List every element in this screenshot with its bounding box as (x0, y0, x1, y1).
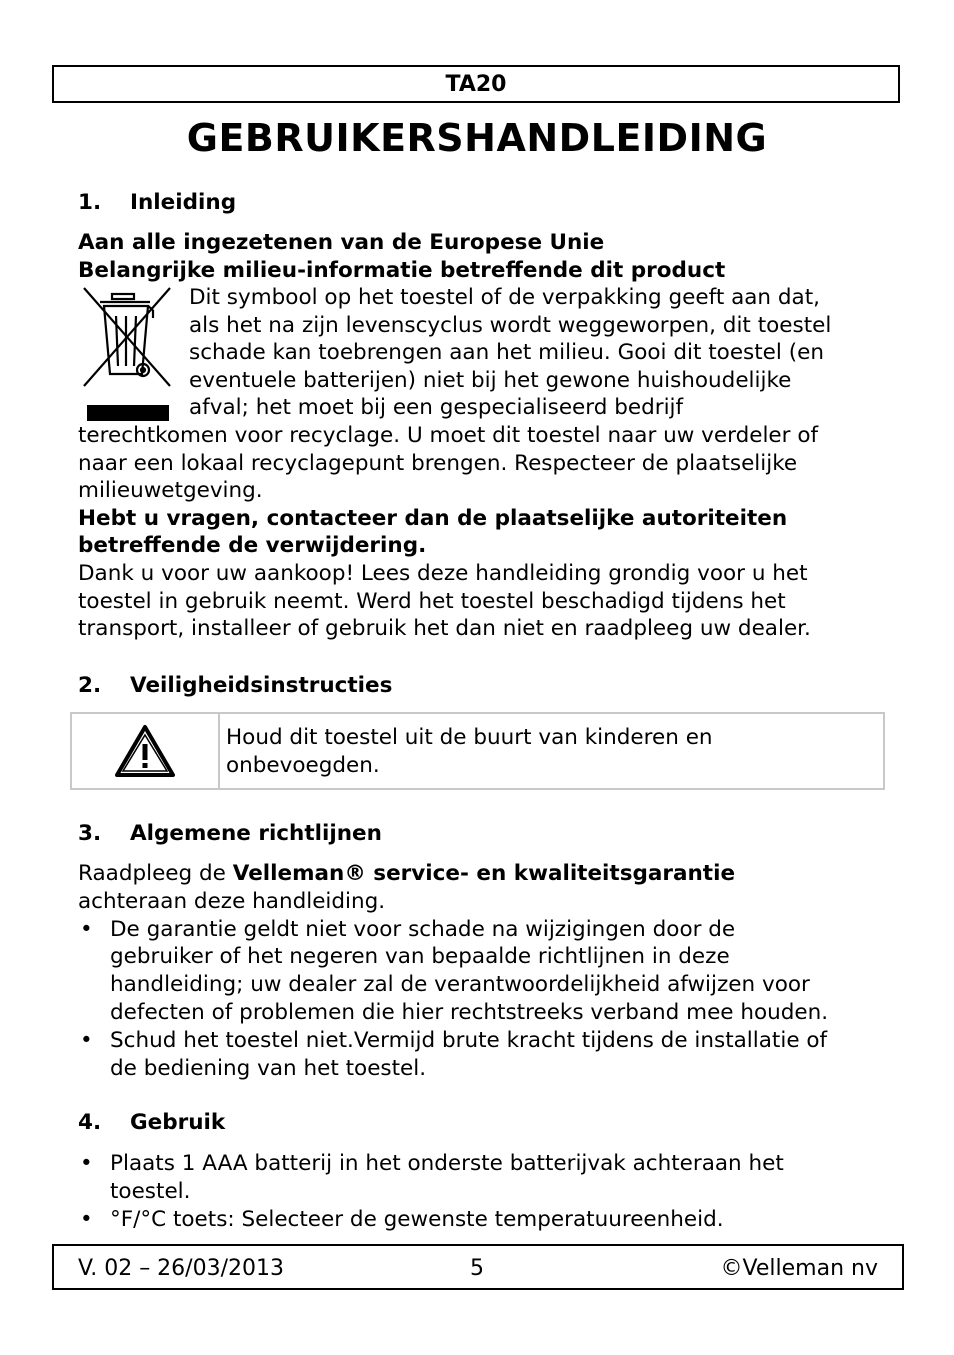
weee-line: schade kan toebrengen aan het milieu. Gooi dit toestel (en (189, 340, 824, 366)
section-title: Algemene richtlijnen (130, 821, 382, 846)
thanks-line: Dank u voor uw aankoop! Lees deze handleiding grondig voor u het (78, 560, 808, 586)
warranty-suffix: achteraan deze handleiding. (78, 888, 386, 914)
questions-line: Hebt u vragen, contacteer dan de plaatselijke autoriteiten (78, 505, 788, 531)
eu-residents-heading: Aan alle ingezetenen van de Europese Unie (78, 230, 605, 255)
weee-line: afval; het moet bij een gespecialiseerd bedrijf (189, 395, 684, 421)
model-label: TA20 (445, 71, 507, 97)
warning-triangle-icon (114, 724, 176, 778)
warranty-prefix: Raadpleeg de (78, 861, 233, 886)
version-date: V. 02 – 26/03/2013 (78, 1256, 284, 1281)
section-title: Gebruik (130, 1110, 226, 1135)
page-title: GEBRUIKERSHANDLEIDING (186, 116, 768, 160)
section-title: Inleiding (130, 190, 237, 215)
usage-bullet-list (78, 1150, 878, 1233)
warning-line: onbevoegden. (226, 753, 380, 778)
page-number: 5 (470, 1256, 484, 1281)
bullet-line: • Schud het toestel niet.Vermijd brute kracht tijdens de installatie of (110, 1027, 828, 1053)
general-bullet-list (78, 916, 878, 1083)
section-heading-4 (78, 1110, 225, 1135)
warranty-intro (78, 860, 878, 888)
bullet-line: toestel. (110, 1178, 191, 1204)
intro-line: milieuwetgeving. (78, 478, 263, 504)
bullet-line: • Plaats 1 AAA batterij in het onderste batterijvak achteraan het (110, 1151, 784, 1176)
list-item (78, 916, 878, 1027)
section-number: 4. (78, 1110, 102, 1135)
footer (52, 1244, 904, 1290)
thanks-line: toestel in gebruik neemt. Werd het toestel beschadigd tijdens het (78, 588, 786, 614)
section-number: 2. (78, 673, 102, 698)
intro-line: naar een lokaal recyclagepunt brengen. Respecteer de plaatselijke (78, 450, 798, 476)
bullet-line: • °F/°C toets: Selecteer de gewenste temperatuureenheid. (110, 1206, 724, 1232)
intro-continued-text (78, 422, 878, 643)
questions-line: betreffende de verwijdering. (78, 533, 427, 559)
section-number: 1. (78, 190, 102, 215)
bullet-line: handleiding; uw dealer zal de verantwoordelijkheid afwijzen voor (110, 972, 810, 998)
section-heading-2 (78, 673, 392, 698)
copyright: ©Velleman nv (720, 1256, 878, 1281)
intro-line: terechtkomen voor recyclage. U moet dit toestel naar uw verdeler of (78, 423, 819, 448)
bullet-line: • De garantie geldt niet voor schade na wijzigingen door de (110, 916, 736, 942)
weee-line: als het na zijn levenscyclus wordt weggeworpen, dit toestel (189, 312, 832, 338)
list-item (78, 1150, 878, 1206)
warning-line: Houd dit toestel uit de buurt van kinderen en (226, 725, 713, 750)
safety-warning-table (70, 712, 885, 790)
list-item (78, 1027, 878, 1083)
warning-text-cell (220, 714, 883, 788)
environment-info-heading: Belangrijke milieu-informatie betreffende dit product (78, 257, 726, 283)
weee-line: eventuele batterijen) niet bij het gewone huishoudelijke (189, 367, 792, 393)
weee-line: Dit symbool op het toestel of de verpakking geeft aan dat, (189, 285, 820, 310)
bullet-line: defecten of problemen die hier rechtstreeks verband mee houden. (110, 999, 829, 1025)
thanks-line: transport, installeer of gebruik het dan niet en raadpleeg uw dealer. (78, 616, 811, 642)
warning-icon-cell (72, 714, 220, 788)
section-title: Veiligheidsinstructies (130, 673, 393, 698)
general-guidelines-block (78, 860, 878, 1082)
usage-block (78, 1150, 878, 1233)
list-item (78, 1206, 878, 1234)
section-heading-3 (78, 821, 382, 846)
intro-bold-block (78, 229, 878, 285)
bullet-line: gebruiker of het negeren van bepaalde richtlijnen in deze (110, 944, 730, 970)
section-heading-1 (78, 190, 236, 215)
section-number: 3. (78, 821, 102, 846)
weee-description (189, 284, 889, 422)
bullet-line: de bediening van het toestel. (110, 1055, 427, 1081)
header-model-box (52, 65, 900, 103)
weee-bin-icon (78, 286, 176, 426)
warranty-name: Velleman® service- en kwaliteitsgarantie (232, 861, 736, 886)
